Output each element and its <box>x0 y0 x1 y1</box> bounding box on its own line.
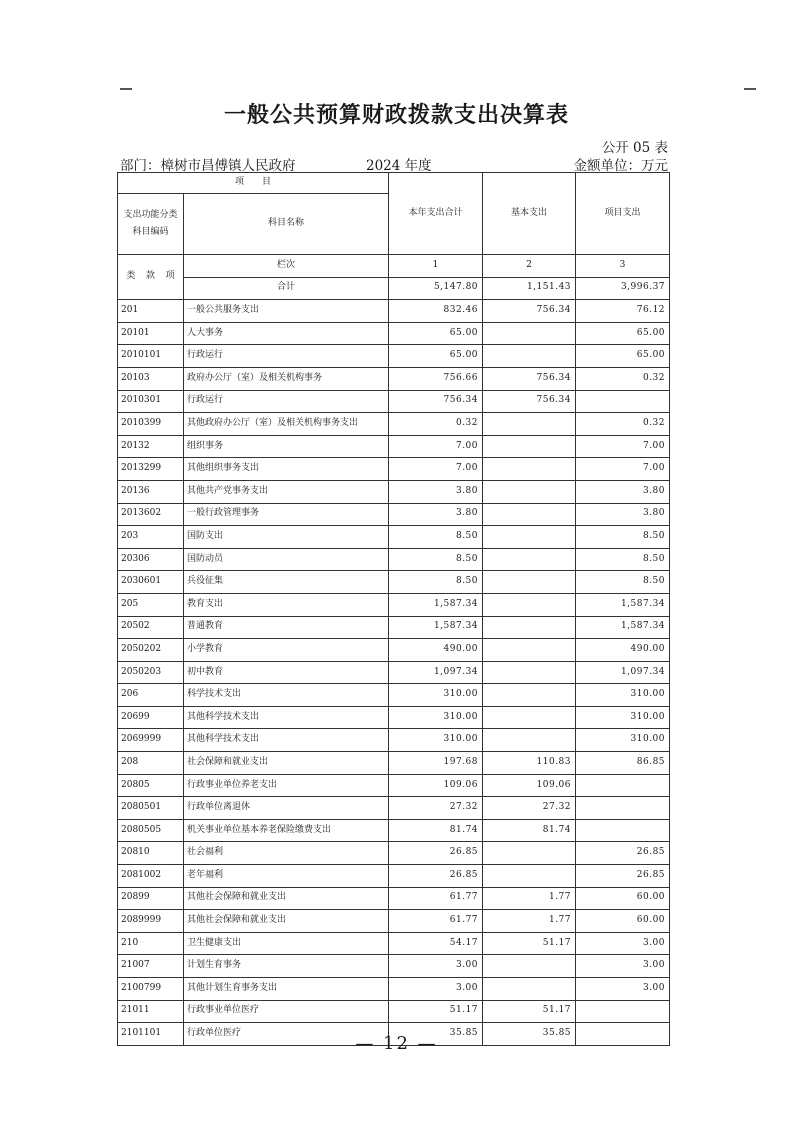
row-name: 老年福利 <box>184 865 389 888</box>
row-project: 0.32 <box>576 367 670 390</box>
row-basic <box>483 706 576 729</box>
row-basic: 35.85 <box>483 1023 576 1046</box>
row-total: 61.77 <box>389 887 483 910</box>
row-total: 26.85 <box>389 842 483 865</box>
row-basic <box>483 684 576 707</box>
lei-kuan-xiang-header <box>118 255 184 300</box>
table-row <box>118 593 670 616</box>
row-project: 7.00 <box>576 458 670 481</box>
row-code: 201 <box>118 300 184 323</box>
row-project: 76.12 <box>576 300 670 323</box>
row-name: 机关事业单位基本养老保险缴费支出 <box>184 819 389 842</box>
row-name: 其他社会保障和就业支出 <box>184 910 389 933</box>
unit-label: 金额单位：万元 <box>573 158 668 174</box>
table-row <box>118 865 670 888</box>
row-basic <box>483 639 576 662</box>
kuan-label: 款 <box>145 271 155 282</box>
row-code: 2050202 <box>118 639 184 662</box>
row-code: 2089999 <box>118 910 184 933</box>
row-name: 其他社会保障和就业支出 <box>184 887 389 910</box>
basic-header: 基本支出 <box>483 173 576 255</box>
row-project: 310.00 <box>576 706 670 729</box>
column-number-3: 3 <box>576 255 670 278</box>
row-project <box>576 819 670 842</box>
row-project: 26.85 <box>576 865 670 888</box>
row-project: 1,587.34 <box>576 616 670 639</box>
row-code: 20101 <box>118 322 184 345</box>
project-expense-header: 项目支出 <box>576 173 670 255</box>
row-total: 8.50 <box>389 526 483 549</box>
row-project <box>576 774 670 797</box>
row-project: 490.00 <box>576 639 670 662</box>
page-number: — 12 — <box>355 1033 438 1054</box>
row-name: 行政运行 <box>184 345 389 368</box>
row-code: 20699 <box>118 706 184 729</box>
row-total: 1,587.34 <box>389 616 483 639</box>
row-basic <box>483 322 576 345</box>
row-project <box>576 1000 670 1023</box>
table-row <box>118 1000 670 1023</box>
lei-label: 类 <box>126 271 136 282</box>
row-code: 20306 <box>118 548 184 571</box>
row-code: 2081002 <box>118 865 184 888</box>
row-code: 21007 <box>118 955 184 978</box>
row-name: 科学技术支出 <box>184 684 389 707</box>
total-header: 本年支出合计 <box>389 173 483 255</box>
row-name: 普通教育 <box>184 616 389 639</box>
row-name: 行政事业单位医疗 <box>184 1000 389 1023</box>
department-label: 部门：樟树市昌傅镇人民政府 <box>120 158 296 174</box>
row-basic <box>483 480 576 503</box>
row-total: 3.80 <box>389 480 483 503</box>
row-basic <box>483 955 576 978</box>
row-name: 一般行政管理事务 <box>184 503 389 526</box>
code-header-line2: 科目编码 <box>132 227 169 237</box>
row-code: 21011 <box>118 1000 184 1023</box>
table-row <box>118 480 670 503</box>
row-code: 206 <box>118 684 184 707</box>
row-basic <box>483 842 576 865</box>
xiang-label: 项 <box>165 271 175 282</box>
row-code: 2010399 <box>118 413 184 436</box>
table-row <box>118 729 670 752</box>
row-basic: 756.34 <box>483 367 576 390</box>
row-basic: 110.83 <box>483 752 576 775</box>
row-project: 3.00 <box>576 932 670 955</box>
table-row <box>118 322 670 345</box>
row-total: 65.00 <box>389 322 483 345</box>
row-basic <box>483 978 576 1001</box>
row-name: 行政运行 <box>184 390 389 413</box>
row-code: 2100799 <box>118 978 184 1001</box>
row-total: 26.85 <box>389 865 483 888</box>
table-row <box>118 774 670 797</box>
table-row <box>118 752 670 775</box>
row-project <box>576 797 670 820</box>
row-project: 1,587.34 <box>576 593 670 616</box>
row-code: 205 <box>118 593 184 616</box>
row-name: 其他科学技术支出 <box>184 729 389 752</box>
row-name: 兵役征集 <box>184 571 389 594</box>
row-total: 1,097.34 <box>389 661 483 684</box>
table-row <box>118 413 670 436</box>
row-basic: 1.77 <box>483 887 576 910</box>
row-project: 3.00 <box>576 978 670 1001</box>
row-project: 1,097.34 <box>576 661 670 684</box>
row-name: 其他科学技术支出 <box>184 706 389 729</box>
row-total: 35.85 <box>389 1023 483 1046</box>
sum-label: 合计 <box>184 277 389 300</box>
row-project: 8.50 <box>576 526 670 549</box>
row-code: 2010301 <box>118 390 184 413</box>
row-name: 政府办公厅（室）及相关机构事务 <box>184 367 389 390</box>
row-name: 其他政府办公厅（室）及相关机构事务支出 <box>184 413 389 436</box>
row-basic <box>483 345 576 368</box>
row-project: 310.00 <box>576 684 670 707</box>
table-row <box>118 955 670 978</box>
row-project: 60.00 <box>576 910 670 933</box>
row-project: 310.00 <box>576 729 670 752</box>
row-total: 310.00 <box>389 729 483 752</box>
table-row <box>118 842 670 865</box>
row-code: 210 <box>118 932 184 955</box>
row-basic: 109.06 <box>483 774 576 797</box>
row-basic <box>483 616 576 639</box>
row-name: 小学教育 <box>184 639 389 662</box>
row-code: 2010101 <box>118 345 184 368</box>
table-row <box>118 526 670 549</box>
row-name: 其他计划生育事务支出 <box>184 978 389 1001</box>
year-label: 2024 年度 <box>366 158 432 174</box>
row-code: 2069999 <box>118 729 184 752</box>
row-total: 1,587.34 <box>389 593 483 616</box>
table-row <box>118 345 670 368</box>
row-code: 2050203 <box>118 661 184 684</box>
row-basic <box>483 413 576 436</box>
row-basic: 27.32 <box>483 797 576 820</box>
scan-mark-right <box>744 88 756 90</box>
row-project: 3.00 <box>576 955 670 978</box>
row-code: 20132 <box>118 435 184 458</box>
row-name: 国防动员 <box>184 548 389 571</box>
row-project: 3.80 <box>576 480 670 503</box>
row-total: 61.77 <box>389 910 483 933</box>
row-basic <box>483 865 576 888</box>
row-project: 60.00 <box>576 887 670 910</box>
row-name: 计划生育事务 <box>184 955 389 978</box>
header-row-project <box>118 173 670 194</box>
row-basic: 51.17 <box>483 1000 576 1023</box>
row-project: 7.00 <box>576 435 670 458</box>
table-row <box>118 548 670 571</box>
table-row <box>118 367 670 390</box>
row-basic: 51.17 <box>483 932 576 955</box>
row-total: 109.06 <box>389 774 483 797</box>
row-total: 756.66 <box>389 367 483 390</box>
header-row-lanci <box>118 255 670 278</box>
row-total: 27.32 <box>389 797 483 820</box>
row-total: 197.68 <box>389 752 483 775</box>
sum-row <box>118 277 670 300</box>
name-header: 科目名称 <box>184 194 389 255</box>
row-name: 教育支出 <box>184 593 389 616</box>
row-name: 人大事务 <box>184 322 389 345</box>
document-title: 一般公共预算财政拨款支出决算表 <box>223 102 569 128</box>
row-code: 2013602 <box>118 503 184 526</box>
scan-mark-left <box>120 88 132 90</box>
table-row <box>118 706 670 729</box>
table-row <box>118 616 670 639</box>
data-rows <box>118 300 670 1046</box>
row-project: 65.00 <box>576 345 670 368</box>
lanci-label: 栏次 <box>184 255 389 278</box>
row-total: 3.00 <box>389 955 483 978</box>
row-code: 2101101 <box>118 1023 184 1046</box>
row-total: 310.00 <box>389 706 483 729</box>
code-header-line1: 支出功能分类 <box>123 209 178 220</box>
row-total: 7.00 <box>389 458 483 481</box>
row-total: 0.32 <box>389 413 483 436</box>
row-project <box>576 390 670 413</box>
table-row <box>118 503 670 526</box>
row-name: 行政单位医疗 <box>184 1023 389 1046</box>
row-total: 3.00 <box>389 978 483 1001</box>
row-total: 54.17 <box>389 932 483 955</box>
column-number-2: 2 <box>483 255 576 278</box>
row-name: 其他共产党事务支出 <box>184 480 389 503</box>
row-total: 832.46 <box>389 300 483 323</box>
row-code: 20805 <box>118 774 184 797</box>
row-name: 一般公共服务支出 <box>184 300 389 323</box>
table-row <box>118 390 670 413</box>
row-name: 国防支出 <box>184 526 389 549</box>
table-row <box>118 435 670 458</box>
row-code: 2030601 <box>118 571 184 594</box>
row-code: 20502 <box>118 616 184 639</box>
row-total: 490.00 <box>389 639 483 662</box>
row-basic <box>483 458 576 481</box>
table-row <box>118 910 670 933</box>
row-name: 社会福利 <box>184 842 389 865</box>
row-total: 756.34 <box>389 390 483 413</box>
sum-basic: 1,151.43 <box>483 277 576 300</box>
row-project: 8.50 <box>576 571 670 594</box>
row-project: 0.32 <box>576 413 670 436</box>
table-row <box>118 458 670 481</box>
table-row <box>118 797 670 820</box>
table-number: 公开 05 表 <box>601 140 668 156</box>
row-basic <box>483 548 576 571</box>
row-total: 51.17 <box>389 1000 483 1023</box>
row-total: 7.00 <box>389 435 483 458</box>
row-project: 3.80 <box>576 503 670 526</box>
sum-total: 5,147.80 <box>389 277 483 300</box>
row-code: 20810 <box>118 842 184 865</box>
row-code: 208 <box>118 752 184 775</box>
row-code: 2080501 <box>118 797 184 820</box>
table-row <box>118 639 670 662</box>
row-name: 其他组织事务支出 <box>184 458 389 481</box>
row-name: 组织事务 <box>184 435 389 458</box>
table-row <box>118 684 670 707</box>
row-code: 20103 <box>118 367 184 390</box>
code-header <box>118 194 184 255</box>
row-basic <box>483 435 576 458</box>
row-code: 2013299 <box>118 458 184 481</box>
row-total: 310.00 <box>389 684 483 707</box>
row-basic: 1.77 <box>483 910 576 933</box>
row-name: 社会保障和就业支出 <box>184 752 389 775</box>
row-total: 3.80 <box>389 503 483 526</box>
row-project: 65.00 <box>576 322 670 345</box>
row-project: 8.50 <box>576 548 670 571</box>
column-number-1: 1 <box>389 255 483 278</box>
row-basic: 756.34 <box>483 390 576 413</box>
row-basic <box>483 503 576 526</box>
table-row <box>118 932 670 955</box>
table-row <box>118 819 670 842</box>
row-basic <box>483 729 576 752</box>
expenditure-table <box>117 172 670 1046</box>
sum-project: 3,996.37 <box>576 277 670 300</box>
row-code: 2080505 <box>118 819 184 842</box>
row-project: 26.85 <box>576 842 670 865</box>
table-row <box>118 571 670 594</box>
row-name: 行政事业单位养老支出 <box>184 774 389 797</box>
row-total: 8.50 <box>389 548 483 571</box>
row-basic <box>483 526 576 549</box>
row-name: 卫生健康支出 <box>184 932 389 955</box>
table-row <box>118 978 670 1001</box>
row-code: 20899 <box>118 887 184 910</box>
table-row <box>118 887 670 910</box>
row-name: 初中教育 <box>184 661 389 684</box>
row-basic <box>483 661 576 684</box>
row-code: 203 <box>118 526 184 549</box>
row-basic <box>483 571 576 594</box>
row-basic: 81.74 <box>483 819 576 842</box>
table-row <box>118 661 670 684</box>
row-code: 20136 <box>118 480 184 503</box>
row-total: 65.00 <box>389 345 483 368</box>
row-project: 86.85 <box>576 752 670 775</box>
row-basic: 756.34 <box>483 300 576 323</box>
project-header: 项 目 <box>118 173 389 194</box>
row-name: 行政单位离退休 <box>184 797 389 820</box>
row-total: 8.50 <box>389 571 483 594</box>
row-basic <box>483 593 576 616</box>
table-row <box>118 300 670 323</box>
row-total: 81.74 <box>389 819 483 842</box>
